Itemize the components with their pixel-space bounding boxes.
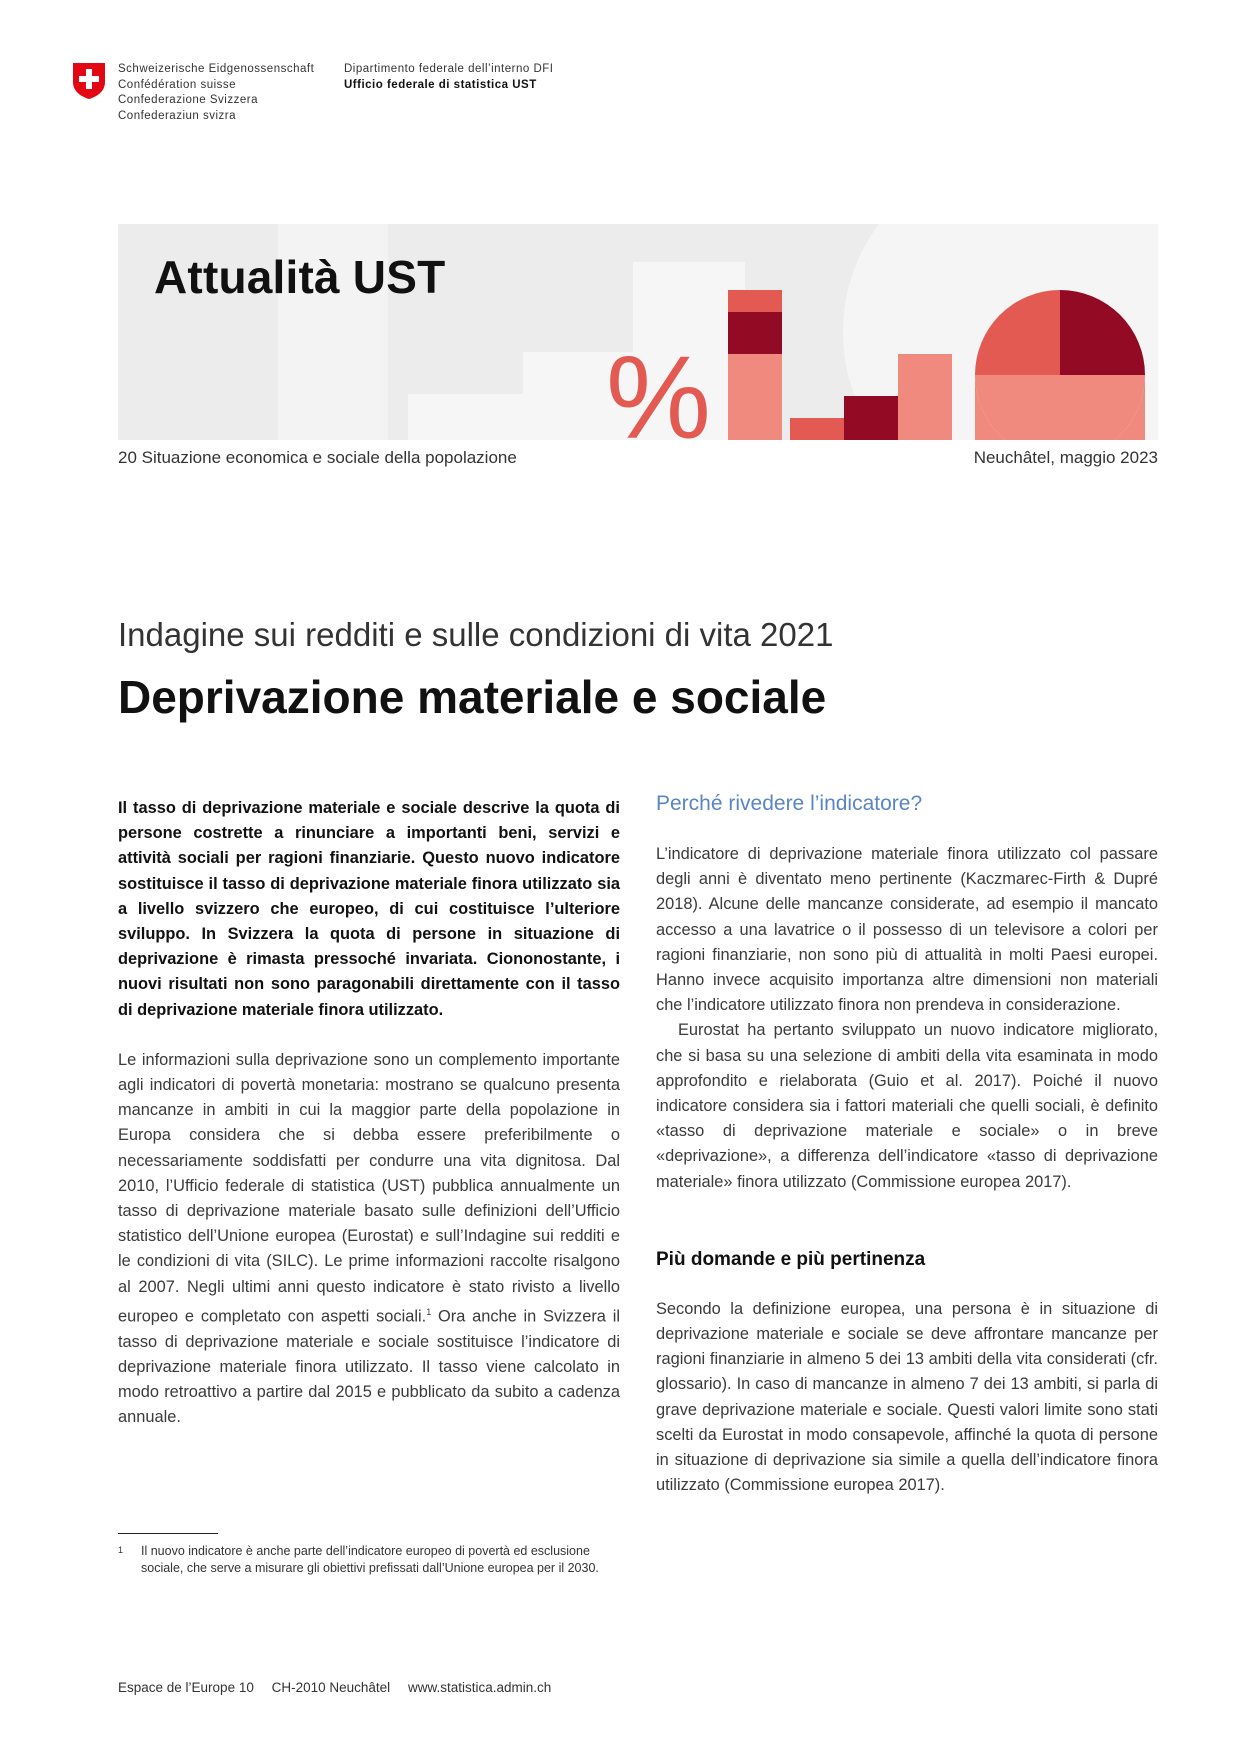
place-date: Neuchâtel, maggio 2023 xyxy=(973,448,1158,467)
footnote-text: Il nuovo indicatore è anche parte dell’indicatore europeo di povertà ed esclusione sociale, che serve a misurare gli obiettivi prefissati dall’Unione europea per il 2030. xyxy=(141,1544,599,1575)
section-heading-more-questions: Più domande e più pertinenza xyxy=(656,1248,926,1270)
series-label: 20 Situazione economica e sociale della popolazione xyxy=(118,448,517,467)
page-subtitle: Indagine sui redditi e sulle condizioni di vita 2021 xyxy=(118,616,834,653)
confederation-line-de: Schweizerische Eidgenossenschaft xyxy=(118,63,315,75)
body-paragraph: Eurostat ha pertanto sviluppato un nuovo indicatore migliorato, che si basa su una selezione di ambiti della vita esaminata in modo approfondito e rielaborata (Guio et al. 2017). Poiché il nuovo indicatore considera sia i fattori materiali che quelli sociali, è definito «tasso di deprivazione materiale e sociale» o in breve «deprivazione», a differenza dell’indicatore «tasso di deprivazione materiale» finora utilizzato (Commissione europea 2017). xyxy=(656,1021,1158,1191)
footnote-reference[interactable]: 1 xyxy=(426,1306,432,1317)
confederation-line-fr: Confédération suisse xyxy=(118,78,237,91)
right-column xyxy=(656,790,1158,1498)
body-text-part1: Le informazioni sulla deprivazione sono un complemento importante agli indicatori di povertà monetaria: mostrano se qualcuno presenta mancanze in ambiti in cui la maggior parte della popolazione in Europa considera che si debba essere preferibilmente o necessariamente soddisfatti per condurre una vita dignitosa. Dal 2010, l’Ufficio federale di statistica (UST) pubblica annualmente un tasso di deprivazione materiale basato sulle definizioni dell’Ufficio statistico dell’Unione europea (Eurostat) e sull’Indagine sui redditi e le condizioni di vita (SILC). Le prime informazioni raccolte risalgono al 2007. Negli ultimi anni questo indicatore è stato rivisto a livello europeo e completato con aspetti sociali. xyxy=(118,1050,620,1326)
footnote-number: 1 xyxy=(118,1545,124,1555)
bar-segment xyxy=(790,418,844,440)
footnote-divider xyxy=(118,1533,218,1534)
pie-slice xyxy=(975,375,1145,440)
left-column xyxy=(118,796,620,1430)
confederation-line-rm: Confederaziun svizra xyxy=(118,109,237,122)
title-banner xyxy=(118,224,1158,440)
confederation-line-it: Confederazione Svizzera xyxy=(118,94,258,106)
page-title: Deprivazione materiale e sociale xyxy=(118,671,827,723)
office-name: Ufficio federale di statistica UST xyxy=(344,78,537,91)
section-heading-why: Perché rivedere l’indicatore? xyxy=(656,792,923,815)
department-info xyxy=(344,62,553,93)
bar-segment xyxy=(844,396,898,440)
swiss-coat-of-arms-icon xyxy=(72,62,106,100)
page-footer xyxy=(118,1680,565,1695)
body-paragraph: Secondo la definizione europea, una persona è in situazione di deprivazione materiale e sociale se deve affrontare mancanze per ragioni finanziarie in almeno 5 dei 13 ambiti della vita considerati (cfr. glossario). In caso di mancanze in almeno 7 dei 13 ambiti, si parla di grave deprivazione materiale e sociale. Questi valori limite sono stati scelti da Eurostat in modo consapevole, affinché la quota di persone in situazione di deprivazione sia simile a quella dell’indicatore finora utilizzato (Commissione europea 2017). xyxy=(656,1299,1158,1495)
banner-title: Attualità UST xyxy=(154,251,446,303)
bar-segment xyxy=(728,354,782,440)
lead-paragraph: Il tasso di deprivazione materiale e sociale descrive la quota di persone costrette a rinunciare a importanti beni, servizi e attività sociali per ragioni finanziarie. Questo nuovo indicatore sostituisce il tasso di deprivazione materiale finora utilizzato sia a livello svizzero che europeo, di cui costituisce l’ulteriore sviluppo. In Svizzera la quota di persone in situazione di deprivazione è rimasta pressoché invariata. Ciononostante, i nuovi risultati non sono paragonabili direttamente con il tasso di deprivazione materiale finora utilizzato. xyxy=(118,799,620,1019)
department-name: Dipartimento federale dell’interno DFI xyxy=(344,63,554,75)
footer-website-link[interactable]: www.statistica.admin.ch xyxy=(407,1680,552,1695)
body-paragraph: L’indicatore di deprivazione materiale finora utilizzato col passare degli anni è diventato meno pertinente (Kaczmarec-Firth & Dupré 2018). Alcune delle mancanze considerate, ad esempio il mancato accesso a una lavatrice o il possesso di un televisore a colori per ragioni finanziarie, non sono più di attualità in molti Paesi europei. Hanno invece acquisito importanza altre dimensioni non materiali che l’indicatore utilizzato finora non prendeva in considerazione. xyxy=(656,845,1158,1015)
banner-shape xyxy=(408,394,523,440)
body-paragraph xyxy=(118,1048,620,1431)
footer-postal: CH-2010 Neuchâtel xyxy=(271,1680,391,1695)
percent-symbol: % xyxy=(606,332,711,440)
bar-segment xyxy=(898,354,952,440)
confederation-names xyxy=(118,62,314,124)
footer-address: Espace de l’Europe 10 xyxy=(118,1680,254,1695)
body-text-part2: Ora anche in Svizzera il tasso di deprivazione materiale e sociale sostituisce l’indicatore di deprivazione materiale finora utilizzato. Il tasso viene calcolato in modo retroattivo a partire dal 2015 e pubblicato da subito a cadenza annuale. xyxy=(118,1307,620,1427)
bar-segment xyxy=(728,290,782,312)
bar-segment xyxy=(728,312,782,354)
